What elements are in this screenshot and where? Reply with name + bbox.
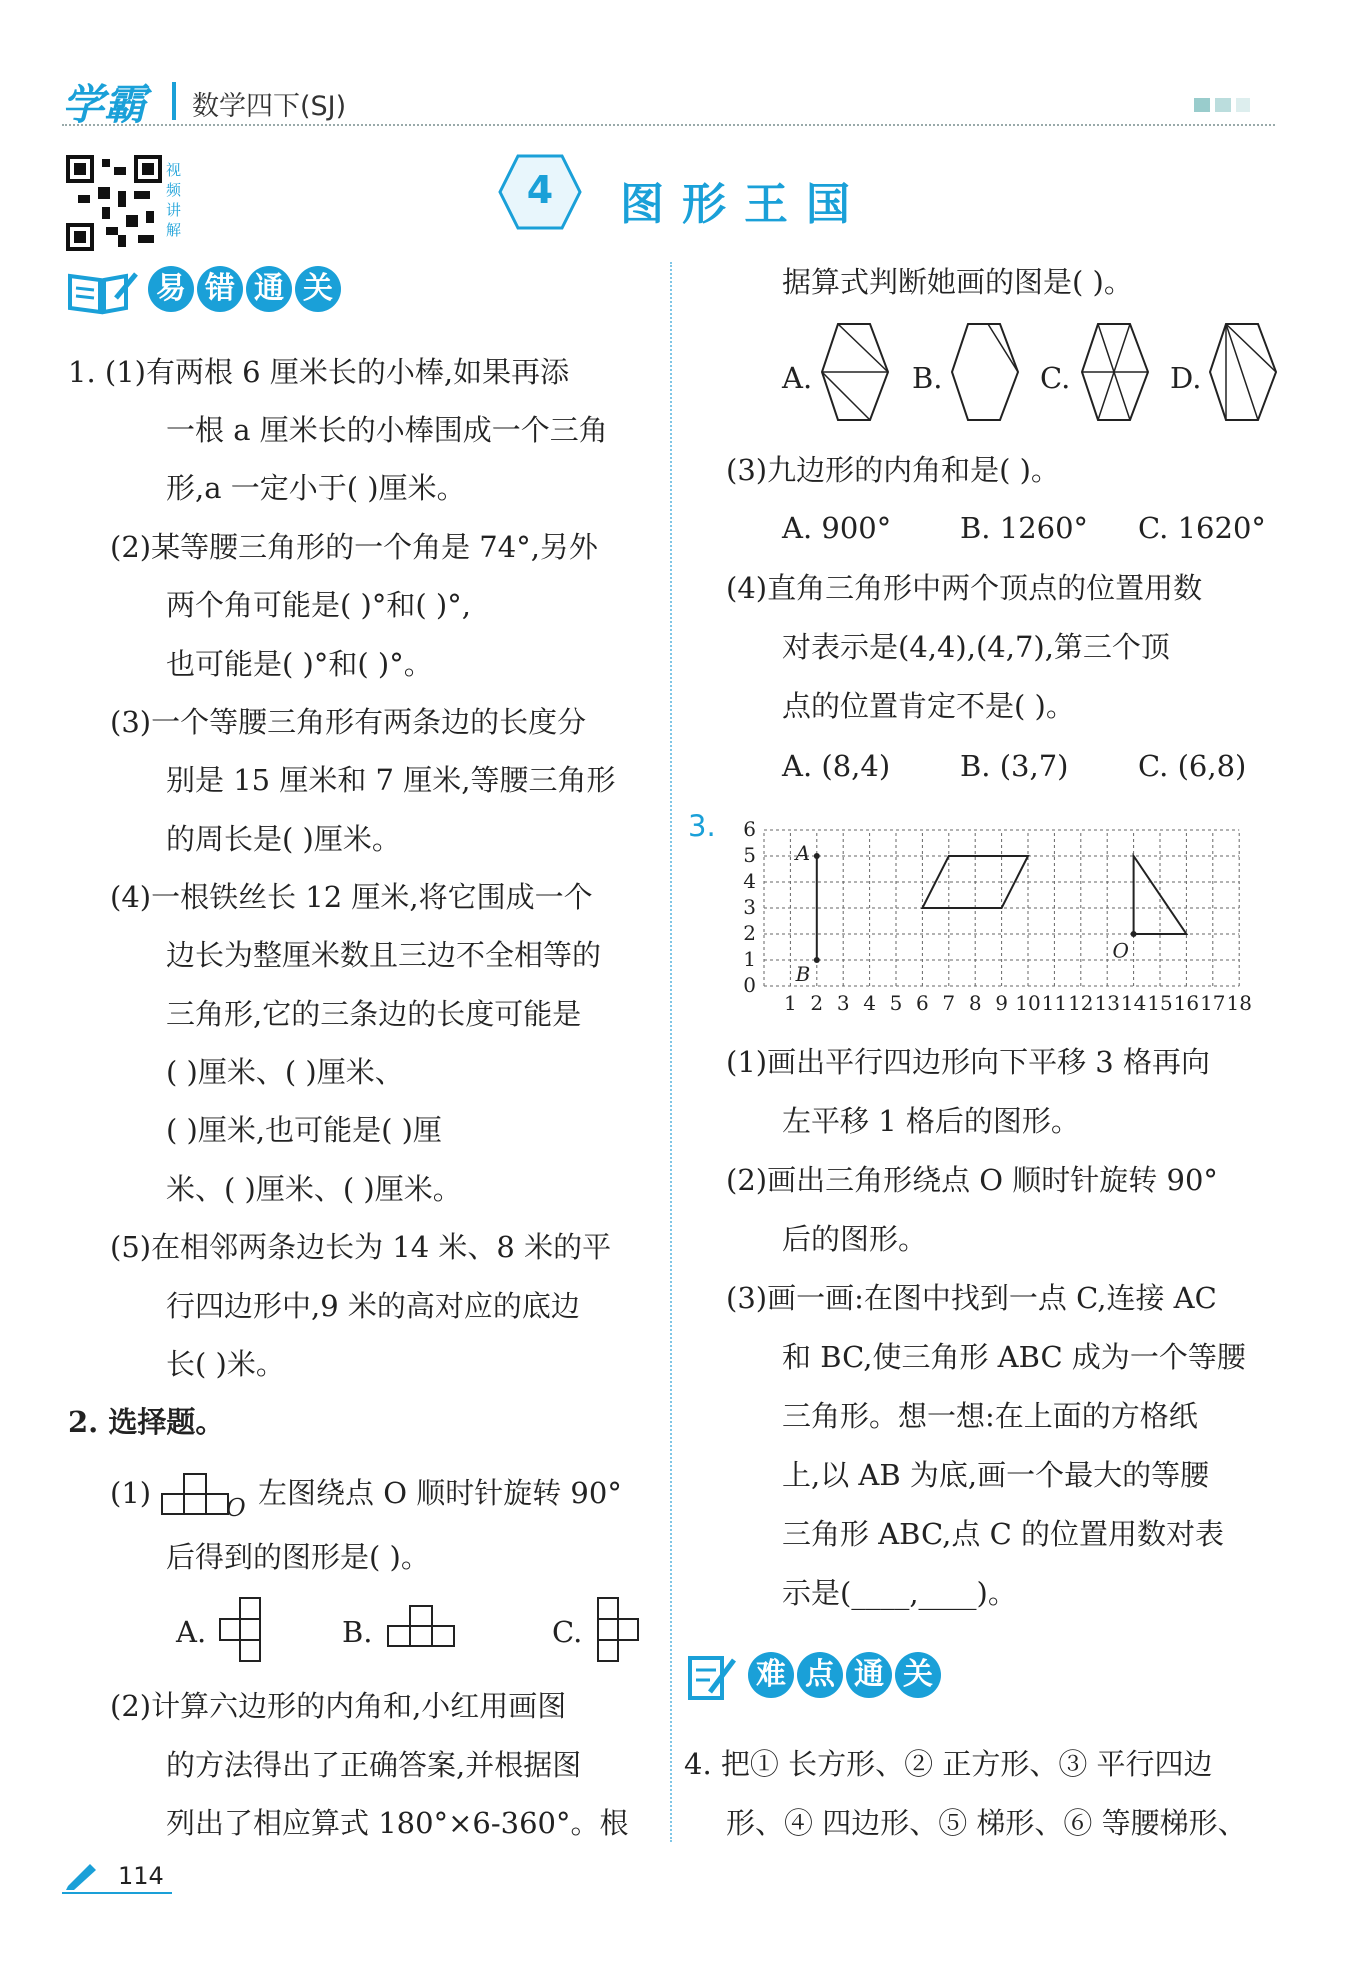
section-char: 难: [748, 1652, 794, 1698]
question-line: 三角形 ABC,点 C 的位置用数对表: [782, 1517, 1225, 1551]
question-line: 别是 15 厘米和 7 厘米,等腰三角形: [166, 763, 616, 797]
book-title: 数学四下(SJ): [192, 91, 347, 122]
section-char: 错: [197, 266, 243, 312]
question-line: (2)画出三角形绕点 O 顺时针旋转 90°: [726, 1163, 1218, 1197]
question-line: (3)九边形的内角和是( )。: [726, 453, 1060, 487]
x-tick-label: 6: [916, 991, 929, 1015]
section-char: 易: [148, 266, 194, 312]
question-line: ( )厘米、( )厘米、: [166, 1055, 404, 1089]
y-tick-label: 5: [743, 843, 756, 867]
question-line: (3)一个等腰三角形有两条边的长度分: [110, 705, 587, 739]
option-text[interactable]: B. 1260°: [960, 511, 1089, 545]
x-tick-label: 11: [1041, 991, 1068, 1015]
question-line: 对表示是(4,4),(4,7),第三个顶: [782, 630, 1170, 664]
question-line: 点的位置肯定不是( )。: [782, 689, 1075, 723]
question-line: 形、④ 四边形、⑤ 梯形、⑥ 等腰梯形、: [726, 1806, 1247, 1840]
y-tick-label: 6: [743, 817, 756, 841]
brand-divider: [172, 82, 176, 120]
question-number: 3.: [688, 809, 716, 843]
option-label[interactable]: C.: [552, 1615, 583, 1649]
unit-number: 4: [526, 168, 554, 212]
hexagon-option-d: [1206, 320, 1280, 424]
question-line: 一根 a 厘米长的小棒围成一个三角: [166, 413, 608, 447]
y-tick-label: 0: [743, 973, 756, 997]
question-line: 两个角可能是( )°和( )°,: [166, 588, 471, 622]
qr-label: 视频讲解: [166, 161, 182, 239]
hexagon-option-c: [1078, 320, 1152, 424]
section-char: 点: [797, 1652, 843, 1698]
rotation-point-label: O: [226, 1494, 246, 1522]
question-prefix: (1): [110, 1476, 152, 1510]
question-line: 示是(____,____)。: [782, 1576, 1017, 1610]
y-tick-label: 4: [743, 869, 756, 893]
question-line: 后的图形。: [782, 1222, 928, 1256]
x-tick-label: 2: [810, 991, 824, 1015]
x-tick-label: 8: [968, 991, 982, 1015]
x-tick-label: 17: [1200, 991, 1226, 1015]
point-o-label: O: [1112, 938, 1129, 963]
question-line: (2)计算六边形的内角和,小红用画图: [110, 1689, 567, 1723]
point-a-label: A: [795, 841, 811, 865]
question-heading: 2. 选择题。: [68, 1405, 225, 1439]
option-text[interactable]: A. 900°: [782, 511, 892, 545]
section-heading-difficult-points: [748, 1652, 941, 1698]
triangle: [1134, 856, 1187, 934]
section-char: 关: [295, 266, 341, 312]
option-text[interactable]: C. (6,8): [1138, 749, 1247, 783]
column-divider: [670, 262, 672, 1842]
option-text[interactable]: B. (3,7): [960, 749, 1069, 783]
question-line: 米、( )厘米、( )厘米。: [166, 1172, 462, 1206]
x-tick-label: 5: [889, 991, 903, 1015]
option-c-figure: [594, 1596, 644, 1664]
header-rule: [62, 124, 1275, 126]
question-line: 的方法得出了正确答案,并根据图: [166, 1748, 582, 1782]
question-line: (2)某等腰三角形的一个角是 74°,另外: [110, 530, 598, 564]
x-tick-label: 7: [942, 991, 956, 1015]
footer-rule: [62, 1892, 172, 1894]
pencil-icon: [64, 1860, 98, 1890]
option-label[interactable]: B.: [342, 1615, 373, 1649]
question-line: (4)直角三角形中两个顶点的位置用数: [726, 571, 1203, 605]
question-line: 形,a 一定小于( )厘米。: [166, 471, 466, 505]
question-line: (3)画一画:在图中找到一点 C,连接 AC: [726, 1281, 1217, 1315]
question-line: 的周长是( )厘米。: [166, 822, 401, 856]
hexagon-option-b: [948, 320, 1022, 424]
y-tick-label: 3: [743, 895, 756, 919]
qr-code-icon[interactable]: [66, 155, 162, 251]
x-tick-label: 13: [1094, 991, 1120, 1015]
point-b: [814, 957, 820, 963]
unit-title: 图形王国: [620, 179, 868, 230]
page-number: 114: [118, 1862, 164, 1890]
y-tick-label: 1: [743, 947, 756, 971]
x-tick-label: 18: [1226, 991, 1252, 1015]
question-line: (1)画出平行四边形向下平移 3 格再向: [726, 1045, 1210, 1079]
option-label[interactable]: C.: [1040, 361, 1071, 395]
question-line: 上,以 AB 为底,画一个最大的等腰: [782, 1458, 1210, 1492]
brand-logo: 学霸: [62, 80, 147, 129]
section-char: 通: [846, 1652, 892, 1698]
question-line: 据算式判断她画的图是( )。: [782, 265, 1133, 299]
question-line: 左图绕点 O 顺时针旋转 90°: [258, 1476, 622, 1510]
coordinate-grid[interactable]: [736, 814, 1256, 1020]
question-line: 1. (1)有两根 6 厘米长的小棒,如果再添: [68, 355, 570, 389]
notepad-pencil-icon: [686, 1652, 738, 1702]
point-a: [814, 853, 820, 859]
point-o: [1131, 931, 1137, 937]
option-b-figure: [386, 1600, 458, 1650]
section-char: 关: [895, 1652, 941, 1698]
header-decoration: [1194, 98, 1254, 112]
question-line: 三角形,它的三条边的长度可能是: [166, 997, 582, 1031]
question-line: 和 BC,使三角形 ABC 成为一个等腰: [782, 1340, 1246, 1374]
x-tick-label: 14: [1120, 991, 1147, 1015]
question-line: 列出了相应算式 180°×6-360°。根: [166, 1806, 629, 1840]
question-line: (5)在相邻两条边长为 14 米、8 米的平: [110, 1230, 612, 1264]
question-line: 三角形。想一想:在上面的方格纸: [782, 1399, 1198, 1433]
question-line: 也可能是( )°和( )°。: [166, 647, 433, 681]
x-tick-label: 16: [1173, 991, 1200, 1015]
question-line: 4. 把① 长方形、② 正方形、③ 平行四边: [684, 1747, 1213, 1781]
hexagon-option-a: [818, 320, 892, 424]
question-line: ( )厘米,也可能是( )厘: [166, 1113, 442, 1147]
section-heading-easy-mistakes: [148, 266, 341, 312]
option-text[interactable]: A. (8,4): [782, 749, 891, 783]
question-line: 后得到的图形是( )。: [166, 1540, 430, 1574]
x-tick-label: 10: [1015, 991, 1041, 1015]
x-tick-label: 9: [995, 991, 1008, 1015]
question-line: (4)一根铁丝长 12 厘米,将它围成一个: [110, 880, 593, 914]
question-line: 长( )米。: [166, 1347, 285, 1381]
x-tick-label: 3: [836, 991, 850, 1015]
open-book-icon: [66, 268, 138, 316]
question-line: 行四边形中,9 米的高对应的底边: [166, 1289, 580, 1323]
question-line: 边长为整厘米数且三边不全相等的: [166, 938, 602, 972]
option-a-figure: [216, 1596, 266, 1664]
y-tick-label: 2: [743, 921, 756, 945]
x-tick-label: 12: [1068, 991, 1094, 1015]
question-line: 左平移 1 格后的图形。: [782, 1104, 1080, 1138]
option-label[interactable]: B.: [912, 361, 943, 395]
x-tick-label: 15: [1147, 991, 1173, 1015]
option-label[interactable]: D.: [1170, 361, 1202, 395]
option-text[interactable]: C. 1620°: [1138, 511, 1266, 545]
option-label[interactable]: A.: [782, 361, 813, 395]
option-label[interactable]: A.: [176, 1615, 207, 1649]
x-tick-label: 4: [863, 991, 876, 1015]
x-tick-label: 1: [784, 991, 797, 1015]
section-char: 通: [246, 266, 292, 312]
point-b-label: B: [795, 961, 811, 986]
